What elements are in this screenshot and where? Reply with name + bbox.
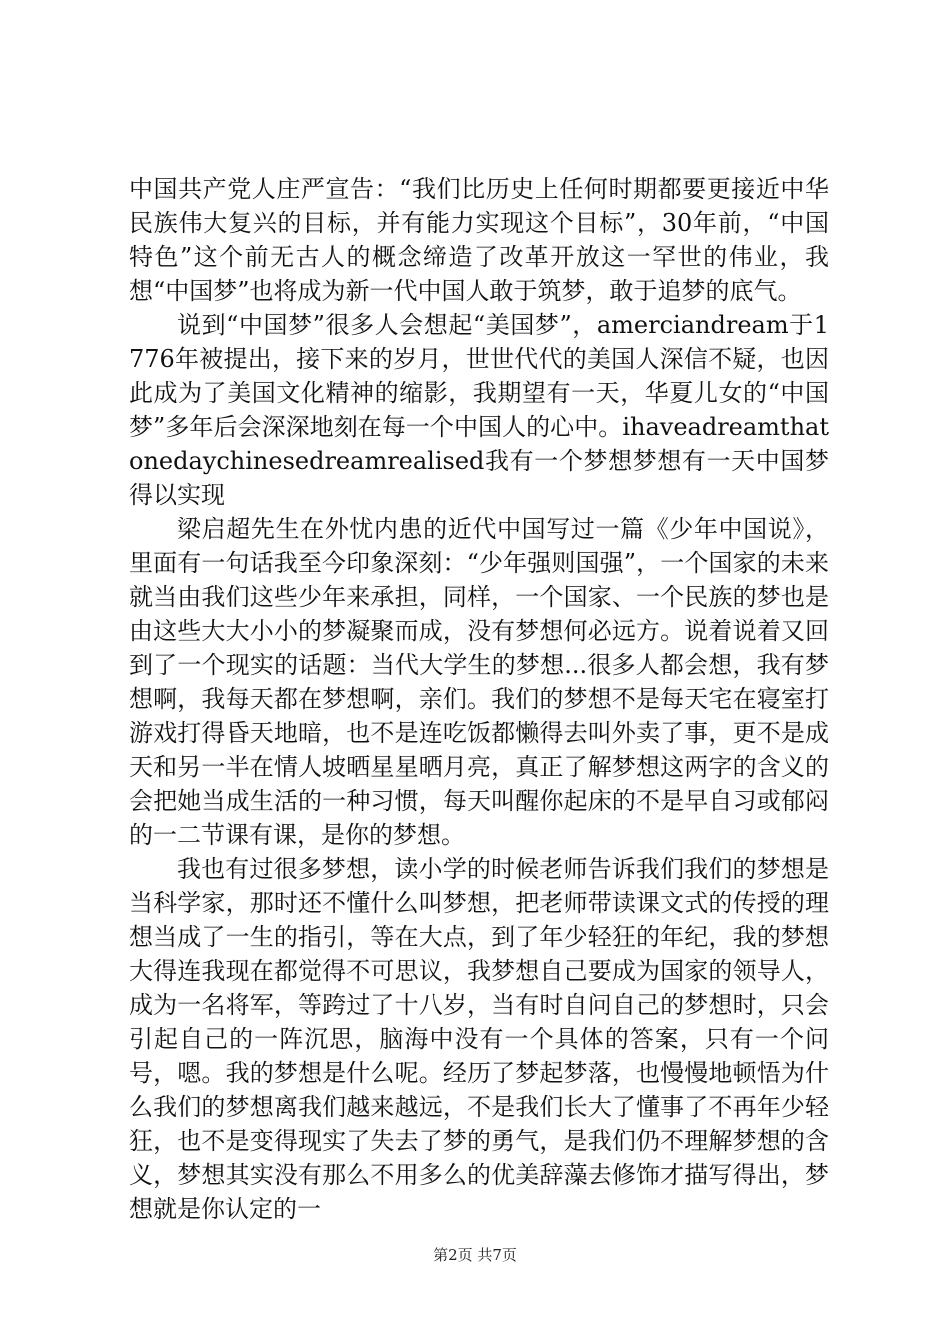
paragraph-2: 说到“中国梦”很多人会想起“美国梦”，amerciandream于1776年被提出，接下来的岁月，世世代代的美国人深信不疑，也因此成为了美国文化精神的缩影，我期望有一天，华夏儿女的“中国梦”多年后会深深地刻在每一个中国人的心中。ihaveadreamthatonedaychinesedreamrealised我有一个梦想梦想有一天中国梦得以实现 xyxy=(129,311,829,509)
page-number-footer: 第2页 共7页 xyxy=(433,1246,517,1264)
paragraph-1: 中国共产党人庄严宣告：“我们比历史上任何时期都要更接近中华民族伟大复兴的目标，并有能力实现这个目标”，30年前，“中国特色”这个前无古人的概念缔造了改革开放这一罕世的伟业，我想“中国梦”也将成为新一代中国人敢于筑梦，敢于追梦的底气。 xyxy=(129,175,829,305)
paragraph-3: 梁启超先生在外忧内患的近代中国写过一篇《少年中国说》，里面有一句话我至今印象深刻：“少年强则国强”，一个国家的未来就当由我们这些少年来承担，同样，一个国家、一个民族的梦也是由这些大大小小的梦凝聚而成，没有梦想何必远方。说着说着又回到了一个现实的话题：当代大学生的梦想...很多人都会想，我有梦想啊，我每天都在梦想啊，亲们。我们的梦想不是每天宅在寝室打游戏打得昏天地暗，也不是连吃饭都懒得去叫外卖了事，更不是成天和另一半在情人坡晒星星晒月亮，真正了解梦想这两字的含义的会把她当成生活的一种习惯，每天叫醒你起床的不是早自习或郁闷的一二节课有课，是你的梦想。 xyxy=(129,515,829,849)
body-text xyxy=(129,172,829,1226)
paragraph-4: 我也有过很多梦想，读小学的时候老师告诉我们我们的梦想是当科学家，那时还不懂什么叫梦想，把老师带读课文式的传授的理想当成了一生的指引，等在大点，到了年少轻狂的年纪，我的梦想大得连我现在都觉得不可思议，我梦想自己要成为国家的领导人，成为一名将军，等跨过了十八岁，当有时自问自己的梦想时，只会引起自己的一阵沉思，脑海中没有一个具体的答案，只有一个问号，嗯。我的梦想是什么呢。经历了梦起梦落，也慢慢地顿悟为什么我们的梦想离我们越来越远，不是我们长大了懂事了不再年少轻狂，也不是变得现实了失去了梦的勇气，是我们仍不理解梦想的含义，梦想其实没有那么不用多么的优美辞藻去修饰才描写得出，梦想就是你认定的一 xyxy=(129,855,829,1223)
